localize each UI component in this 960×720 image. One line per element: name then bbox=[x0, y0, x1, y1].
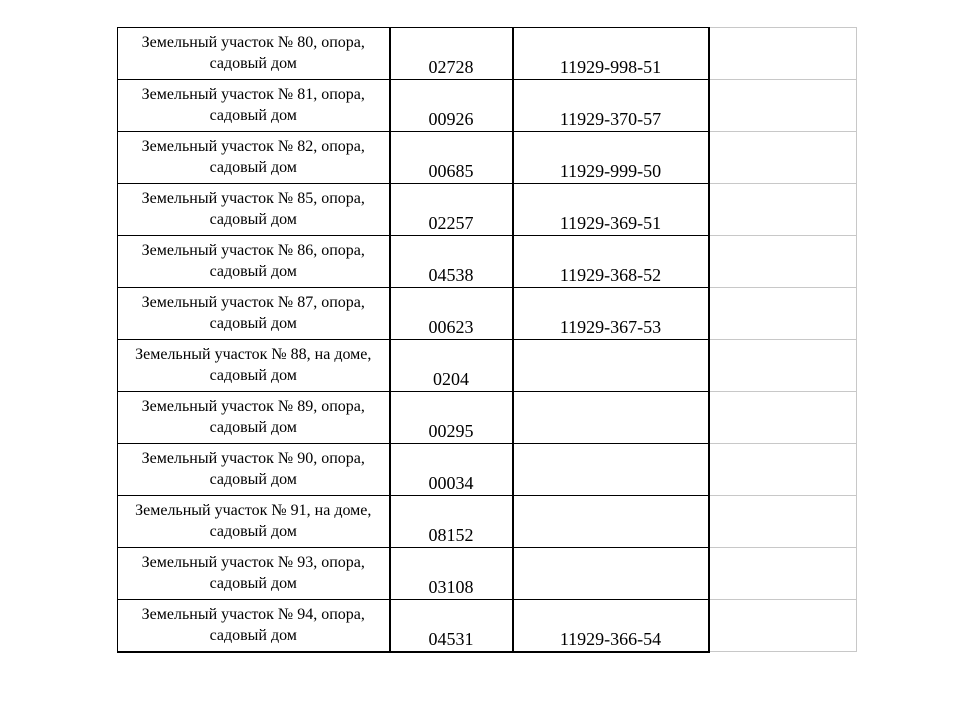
plot-description-cell bbox=[118, 340, 390, 392]
plot-description-cell bbox=[118, 288, 390, 340]
plot-description-cell bbox=[118, 392, 390, 444]
meter-number: 04538 bbox=[428, 265, 474, 285]
note-cell bbox=[709, 444, 857, 496]
table-row bbox=[118, 496, 857, 548]
table-row bbox=[118, 600, 857, 652]
plot-description-cell bbox=[118, 184, 390, 236]
table-row bbox=[118, 28, 857, 80]
meter-number: 00926 bbox=[428, 109, 474, 129]
plot-description-cell bbox=[118, 496, 390, 548]
table-row bbox=[118, 288, 857, 340]
table-row bbox=[118, 236, 857, 288]
note-cell bbox=[709, 80, 857, 132]
table-row bbox=[118, 548, 857, 600]
plot-description: Земельный участок № 88, на доме, садовый дом bbox=[135, 346, 372, 384]
plot-description: Земельный участок № 82, опора, садовый дом bbox=[141, 138, 365, 176]
meter-number-cell bbox=[390, 80, 513, 132]
plot-description-cell bbox=[118, 600, 390, 652]
plot-description: Земельный участок № 81, опора, садовый дом bbox=[141, 86, 365, 124]
plot-description: Земельный участок № 87, опора, садовый дом bbox=[141, 294, 365, 332]
table-body bbox=[118, 28, 857, 652]
cadastral-number-cell bbox=[513, 444, 709, 496]
meter-number: 08152 bbox=[428, 525, 474, 545]
cadastral-number: 11929-366-54 bbox=[559, 628, 662, 649]
table-row bbox=[118, 80, 857, 132]
plot-description: Земельный участок № 86, опора, садовый дом bbox=[141, 242, 365, 280]
cadastral-number: 11929-370-57 bbox=[559, 109, 662, 129]
table-row bbox=[118, 392, 857, 444]
plot-description: Земельный участок № 91, на доме, садовый дом bbox=[135, 502, 372, 540]
meter-number-cell bbox=[390, 496, 513, 548]
cadastral-number: 11929-998-51 bbox=[559, 57, 662, 77]
cadastral-number-cell bbox=[513, 28, 709, 80]
plot-description: Земельный участок № 85, опора, садовый дом bbox=[141, 190, 365, 228]
plot-description: Земельный участок № 90, опора, садовый дом bbox=[141, 450, 365, 488]
meter-number-cell bbox=[390, 28, 513, 80]
meter-number: 0204 bbox=[433, 369, 469, 389]
note-cell bbox=[709, 236, 857, 288]
table-row bbox=[118, 444, 857, 496]
meter-number: 04531 bbox=[428, 628, 474, 649]
meter-number: 00623 bbox=[428, 317, 474, 337]
meter-number-cell bbox=[390, 600, 513, 652]
land-plots-table bbox=[117, 27, 857, 653]
meter-number: 00295 bbox=[428, 421, 474, 441]
cadastral-number: 11929-369-51 bbox=[559, 213, 662, 233]
meter-number-cell bbox=[390, 288, 513, 340]
note-cell bbox=[709, 340, 857, 392]
meter-number: 03108 bbox=[428, 577, 474, 597]
note-cell bbox=[709, 496, 857, 548]
plot-description-cell bbox=[118, 28, 390, 80]
cadastral-number-cell bbox=[513, 184, 709, 236]
plot-description: Земельный участок № 89, опора, садовый дом bbox=[141, 398, 365, 436]
plot-description: Земельный участок № 93, опора, садовый дом bbox=[141, 554, 365, 592]
meter-number: 02728 bbox=[428, 57, 474, 77]
note-cell bbox=[709, 392, 857, 444]
cadastral-number-cell bbox=[513, 340, 709, 392]
table-row bbox=[118, 184, 857, 236]
cadastral-number-cell bbox=[513, 288, 709, 340]
table-row bbox=[118, 340, 857, 392]
cadastral-number-cell bbox=[513, 548, 709, 600]
meter-number: 00034 bbox=[428, 473, 474, 493]
plot-description-cell bbox=[118, 548, 390, 600]
cadastral-number: 11929-368-52 bbox=[559, 265, 662, 285]
meter-number-cell bbox=[390, 184, 513, 236]
meter-number-cell bbox=[390, 444, 513, 496]
meter-number-cell bbox=[390, 392, 513, 444]
note-cell bbox=[709, 600, 857, 652]
meter-number-cell bbox=[390, 236, 513, 288]
note-cell bbox=[709, 28, 857, 80]
plot-description: Земельный участок № 94, опора, садовый дом bbox=[141, 606, 365, 644]
cadastral-number-cell bbox=[513, 392, 709, 444]
cadastral-number-cell bbox=[513, 80, 709, 132]
note-cell bbox=[709, 288, 857, 340]
meter-number-cell bbox=[390, 548, 513, 600]
cadastral-number: 11929-367-53 bbox=[559, 317, 662, 337]
cadastral-number-cell bbox=[513, 236, 709, 288]
table-row bbox=[118, 132, 857, 184]
plot-description-cell bbox=[118, 132, 390, 184]
note-cell bbox=[709, 548, 857, 600]
meter-number-cell bbox=[390, 132, 513, 184]
cadastral-number-cell bbox=[513, 496, 709, 548]
note-cell bbox=[709, 184, 857, 236]
note-cell bbox=[709, 132, 857, 184]
meter-number-cell bbox=[390, 340, 513, 392]
cadastral-number: 11929-999-50 bbox=[559, 161, 662, 181]
cadastral-number-cell bbox=[513, 132, 709, 184]
meter-number: 00685 bbox=[428, 161, 474, 181]
cadastral-number-cell bbox=[513, 600, 709, 652]
plot-description-cell bbox=[118, 236, 390, 288]
plot-description-cell bbox=[118, 80, 390, 132]
plot-description-cell bbox=[118, 444, 390, 496]
plot-description: Земельный участок № 80, опора, садовый дом bbox=[141, 34, 365, 72]
meter-number: 02257 bbox=[428, 213, 474, 233]
